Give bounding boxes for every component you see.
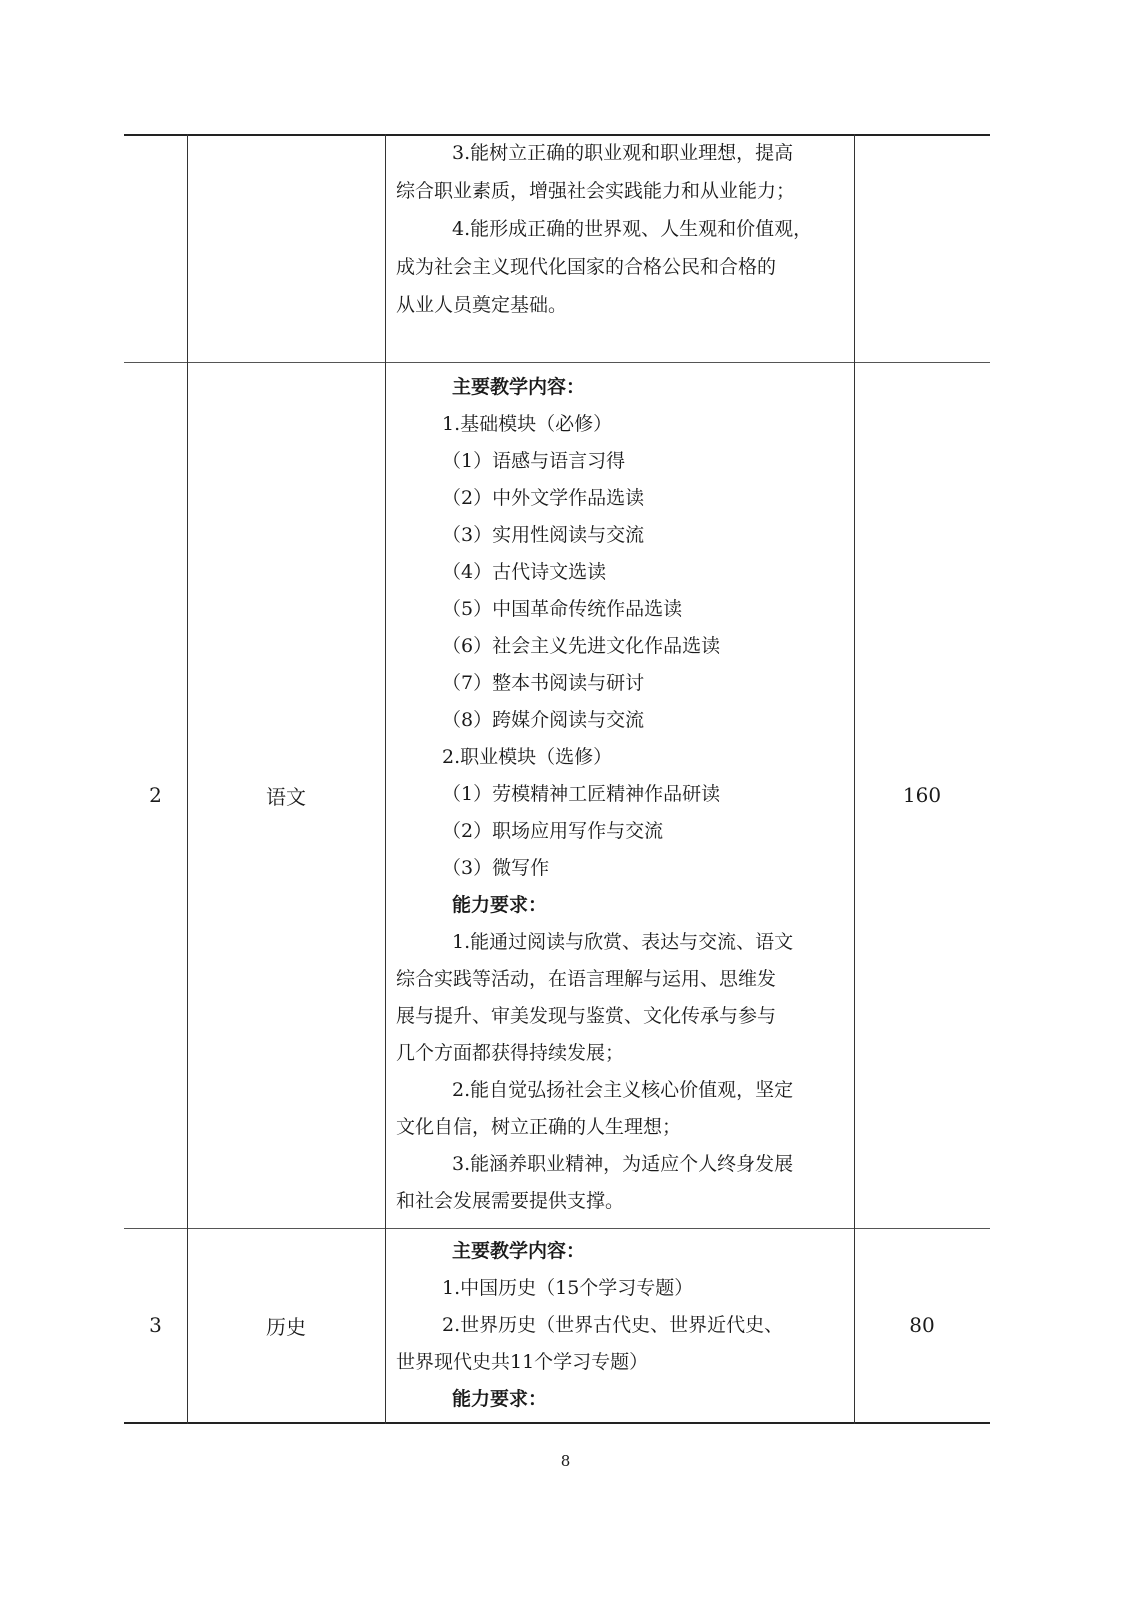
row-number: 2 bbox=[149, 783, 162, 807]
text-line: （3）微写作 bbox=[442, 857, 550, 879]
text-line: （4）古代诗文选读 bbox=[442, 561, 607, 583]
text-line: （7）整本书阅读与研讨 bbox=[442, 672, 645, 694]
text-line: 成为社会主义现代化国家的合格公民和合格的 bbox=[396, 256, 777, 278]
text-line: 1.中国历史（15个学习专题） bbox=[442, 1277, 694, 1299]
text-line: 从业人员奠定基础。 bbox=[396, 294, 568, 316]
text-line: （3）实用性阅读与交流 bbox=[442, 524, 645, 546]
page-number: 8 bbox=[560, 1452, 571, 1470]
class-hours: 160 bbox=[902, 783, 942, 807]
content-heading: 主要教学内容： bbox=[452, 1240, 586, 1262]
text-line: （2）职场应用写作与交流 bbox=[442, 820, 664, 842]
text-line: 3.能树立正确的职业观和职业理想，提高 bbox=[452, 142, 794, 164]
text-line: （1）语感与语言习得 bbox=[442, 450, 626, 472]
text-line: （8）跨媒介阅读与交流 bbox=[442, 709, 645, 731]
text-line: 4.能形成正确的世界观、人生观和价值观， bbox=[452, 218, 813, 240]
text-line: 2.世界历史（世界古代史、世界近代史、 bbox=[442, 1314, 784, 1336]
text-line: 几个方面都获得持续发展； bbox=[396, 1042, 625, 1064]
text-line: 2.职业模块（选修） bbox=[442, 746, 613, 768]
table-bottom-rule bbox=[124, 1422, 990, 1424]
text-line: 综合职业素质，增强社会实践能力和从业能力； bbox=[396, 180, 796, 202]
row-number: 3 bbox=[149, 1313, 162, 1337]
course-table bbox=[124, 134, 990, 1424]
text-line: 3.能涵养职业精神，为适应个人终身发展 bbox=[452, 1153, 794, 1175]
class-hours: 80 bbox=[909, 1313, 935, 1337]
text-line: （6）社会主义先进文化作品选读 bbox=[442, 635, 721, 657]
text-line: 2.能自觉弘扬社会主义核心价值观，坚定 bbox=[452, 1079, 794, 1101]
ability-heading: 能力要求： bbox=[452, 1388, 548, 1410]
content-heading: 主要教学内容： bbox=[452, 376, 586, 398]
ability-heading: 能力要求： bbox=[452, 894, 548, 916]
text-line: 世界现代史共11个学习专题） bbox=[396, 1351, 649, 1373]
text-line: （5）中国革命传统作品选读 bbox=[442, 598, 683, 620]
subject-name: 语文 bbox=[266, 784, 306, 809]
text-line: （2）中外文学作品选读 bbox=[442, 487, 645, 509]
column-divider bbox=[385, 134, 386, 1424]
text-line: 综合实践等活动，在语言理解与运用、思维发 bbox=[396, 968, 777, 990]
text-line: 1.能通过阅读与欣赏、表达与交流、语文 bbox=[452, 931, 794, 953]
text-line: 和社会发展需要提供支撑。 bbox=[396, 1190, 625, 1212]
subject-name: 历史 bbox=[266, 1314, 306, 1339]
text-line: 展与提升、审美发现与鉴赏、文化传承与参与 bbox=[396, 1005, 777, 1027]
text-line: （1）劳模精神工匠精神作品研读 bbox=[442, 783, 721, 805]
text-line: 1.基础模块（必修） bbox=[442, 413, 613, 435]
text-line: 文化自信，树立正确的人生理想； bbox=[396, 1116, 682, 1138]
table-top-rule bbox=[124, 134, 990, 136]
